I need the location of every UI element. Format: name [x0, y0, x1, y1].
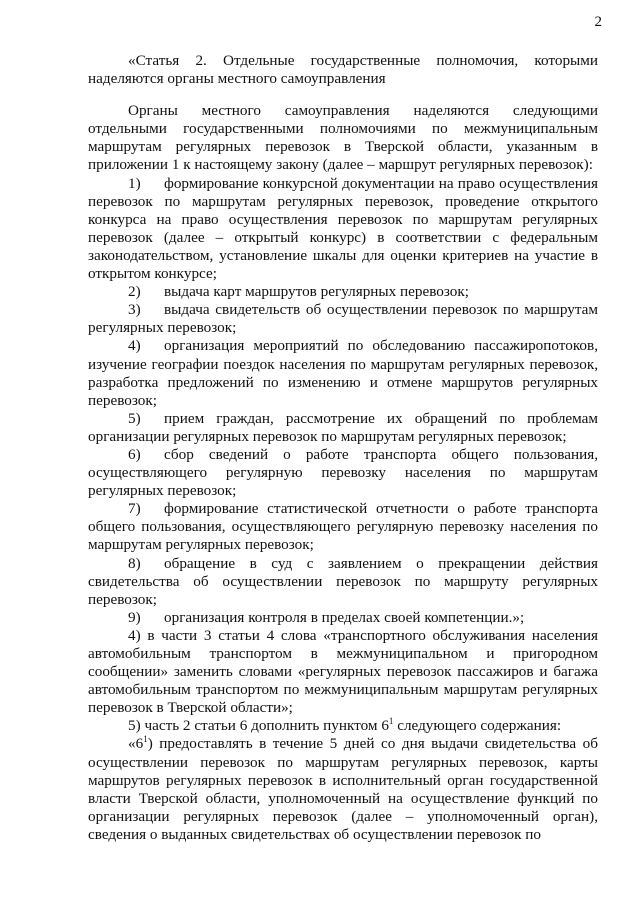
list-item-number: 5)	[128, 409, 141, 427]
powers-list	[88, 175, 598, 627]
list-item	[88, 609, 598, 627]
list-item-number: 1)	[128, 174, 141, 192]
list-item-number: 8)	[128, 554, 141, 572]
list-item-number: 9)	[128, 608, 141, 626]
list-item-number: 4)	[128, 337, 141, 355]
list-item	[88, 410, 598, 446]
list-item-number: 6)	[128, 445, 141, 463]
paragraph-text: ) предоставлять в течение 5 дней со дня выдачи свидетельства об осуществлении перевозок по маршрутам регулярных перевозок, карты маршрутов регулярных перевозок в исполнительный орган государственной власти Тверской области, уполномоченный на осуществление функций по организации регулярных перевозок (далее – уполномоченный орган), сведения о выданных свидетельствах об осуществлении перевозок по	[88, 735, 598, 843]
superscript: 1	[143, 734, 148, 745]
amendment-paragraph-5	[88, 717, 598, 735]
list-item-number: 3)	[128, 301, 141, 319]
list-item	[88, 175, 598, 284]
list-item	[88, 555, 598, 609]
list-item-text: организация мероприятий по обследованию пассажиропотоков, изучение географии поездок населения по маршрутам регулярных перевозок, разработка предложений по изменению и отмене маршрутов регулярных перевозок;	[88, 337, 598, 409]
list-item-text: выдача свидетельств об осуществлении перевозок по маршрутам регулярных перевозок;	[88, 301, 598, 337]
page-number: 2	[594, 14, 602, 30]
list-item-text: прием граждан, рассмотрение их обращений по проблемам организации регулярных перевозок по маршрутам регулярных перевозок;	[88, 409, 598, 445]
amendment-paragraph-4: 4) в части 3 статьи 4 слова «транспортного обслуживания населения автомобильным транспортом в межмуниципальном и пригородном сообщении» заменить словами «регулярных перевозок пассажиров и багажа автомобильным транспортом по межмуниципальным маршрутам регулярных перевозок в Тверской области»;	[88, 626, 598, 717]
list-item-text: выдача карт маршрутов регулярных перевозок;	[164, 283, 469, 301]
paragraph-text: следующего содержания:	[393, 717, 562, 735]
paragraph-text: 5) часть 2 статьи 6 дополнить пунктом 6	[128, 717, 389, 735]
list-item-text: организация контроля в пределах своей компетенции.»;	[164, 608, 525, 626]
list-item-text: формирование конкурсной документации на право осуществления перевозок по маршрутам регулярных перевозок, проведение открытого конкурса на право осуществления перевозок по маршрутам регулярных перевозок (далее – открытый конкурс) в соответствии с федеральным законодательством, установление шкалы для оценки критериев на участие в открытом конкурсе;	[88, 174, 598, 283]
list-item	[88, 500, 598, 554]
list-item-text: обращение в суд с заявлением о прекращении действия свидетельства об осуществлении перевозок по маршруту регулярных перевозок;	[88, 554, 598, 608]
paragraph-text: «6	[128, 735, 144, 753]
list-item	[88, 283, 598, 301]
document-body	[88, 52, 598, 844]
superscript: 1	[388, 716, 394, 727]
list-item	[88, 337, 598, 409]
list-item-number: 7)	[128, 500, 141, 518]
list-item-text: сбор сведений о работе транспорта общего пользования, осуществляющего регулярную перевозку населения по маршрутам регулярных перевозок;	[88, 445, 598, 500]
article-title: «Статья 2. Отдельные государственные полномочия, которыми наделяются органы местного самоуправления	[88, 52, 598, 88]
list-item-number: 2)	[128, 283, 141, 301]
amendment-paragraph-6	[88, 735, 598, 844]
list-item	[88, 446, 598, 500]
list-item	[88, 301, 598, 337]
list-item-text: формирование статистической отчетности о работе транспорта общего пользования, осуществляющего регулярную перевозку населения по маршрутам регулярных перевозок;	[88, 500, 598, 554]
intro-paragraph: Органы местного самоуправления наделяются следующими отдельными государственными полномочиями по межмуниципальным маршрутам регулярных перевозок в Тверской области, указанным в приложении 1 к настоящему закону (далее – маршрут регулярных перевозок):	[88, 102, 598, 174]
